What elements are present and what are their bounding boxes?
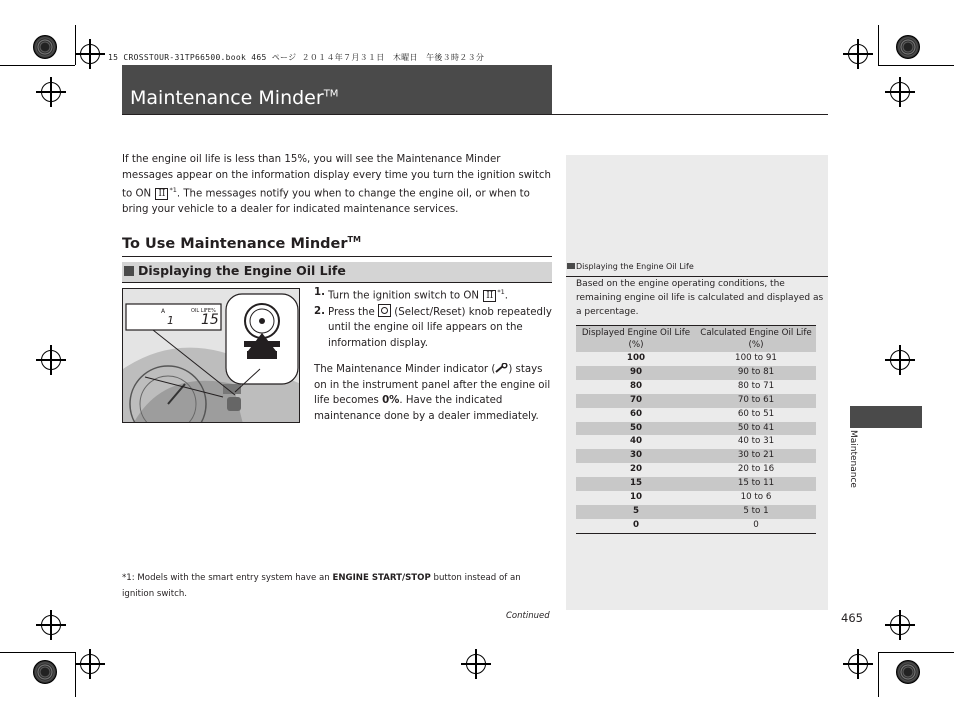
subheading: Displaying the Engine Oil Life [138,263,346,278]
table-header: Displayed Engine Oil Life (%) [576,326,696,353]
registration-mark [41,615,61,635]
sidebar-heading: Displaying the Engine Oil Life [567,262,694,271]
registration-mark [890,82,910,102]
footnote: *1: Models with the smart entry system have an ENGINE START/STOP button instead of an ignition switch. [122,573,521,599]
list-item: 2. Press the (Select/Reset) knob repeatedly until the engine oil life appears on the information display. [314,305,552,349]
table-row: 70 70 to 61 [576,394,816,408]
table-row: 60 60 to 51 [629,408,775,419]
ignition-on-key-icon: II [155,188,168,200]
registration-mark [80,44,100,64]
registration-mark [41,350,61,370]
table-header: Calculated Engine Oil Life (%) [696,326,816,353]
registration-mark [41,82,61,102]
section-heading: To Use Maintenance Minder™ [122,235,361,252]
registration-mark [890,615,910,635]
select-reset-knob-icon [378,304,391,317]
page-number: 465 [841,611,863,625]
print-info-line: 15 CROSSTOUR-31TP66500.book 465 ページ ２０１４年７月３１日 木曜日 午後３時２３分 [108,53,485,62]
table-row: 100 100 to 91 [626,353,777,363]
wrench-icon [495,363,508,373]
indicator-paragraph: The Maintenance Minder indicator ( ) stays on in the instrument panel after the engine oil life becomes 0%. Have the indicated maintenance done by a dealer immediately. [314,364,551,422]
intro-paragraph: If the engine oil life is less than 15%, you will see the Maintenance Minder messages appear on the information display every time you turn the ignition switch to ON II $^{*1}$. The messages notify you when to change the engine oil, or when to bring your vehicle to a dealer for indicated maintenance services. [122,154,551,215]
registration-star-mark [896,35,920,59]
ignition-on-key-icon: II [483,290,496,302]
table-row: 20 20 to 16 [629,464,775,475]
registration-star-mark [896,660,920,684]
registration-mark [848,44,868,64]
display-left-text: A [161,308,166,315]
table-row: 10 10 to 6 [629,492,772,503]
sidebar-heading-icon [567,263,575,269]
table-row: 30 30 to 21 [576,449,816,463]
display-trip: 1 [167,314,174,327]
registration-mark [848,654,868,674]
table-row: 5 5 to 1 [576,505,816,519]
registration-mark [890,350,910,370]
title-rule [122,114,828,115]
table-row: 50 50 to 41 [576,422,816,436]
table-row: 90 90 to 81 [576,366,816,380]
list-item: 1. Turn the ignition switch to ON II $^{*1}$. [314,287,508,302]
continued-label: Continued [506,611,550,621]
display-oil-life-label: OIL LIFE% [191,308,216,314]
subheading-square-icon [124,266,134,276]
page-title: Maintenance Minder™ [130,87,339,109]
registration-star-mark [33,35,57,59]
chapter-tab [850,406,922,428]
sidebar-text: Based on the engine operating conditions, the remaining engine oil life is calculated and displayed as a percentage. [576,279,824,317]
display-oil-value: 15 [201,312,219,328]
section-rule [122,256,552,257]
table-row: 40 40 to 31 [629,436,775,447]
table-row: 80 80 to 71 [629,380,775,391]
table-row: 15 15 to 11 [576,477,816,491]
steps-list [314,285,552,351]
chapter-tab-label: Maintenance [848,430,858,488]
instrument-panel-illustration [122,288,300,423]
registration-mark [80,654,100,674]
registration-mark [466,654,486,674]
table-row: 0 0 [576,519,816,533]
registration-star-mark [33,660,57,684]
oil-life-table [576,325,816,534]
